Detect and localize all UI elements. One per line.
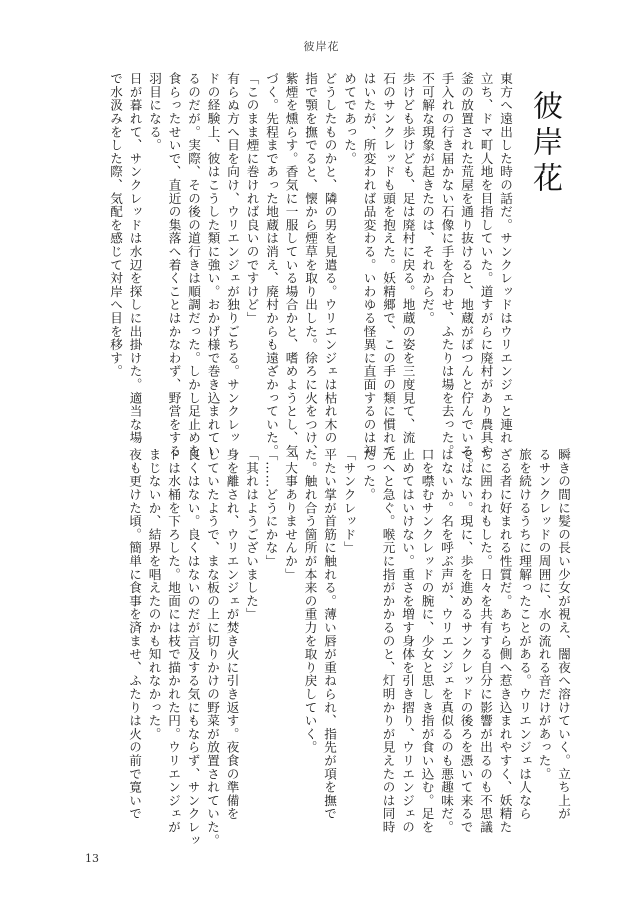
text-line: 食らったせいで、直近の集落へ着くことはかなわず、野営をする (166, 72, 182, 458)
text-line: るのだが。実際、その後の道行きは順調だった。しかし足止めを (186, 72, 201, 458)
text-line: 日が暮れて、サンクレッドは水辺を探しに出掛けた。適当な場 (127, 72, 143, 445)
text-line: 「サンクレッド」 (341, 448, 357, 555)
page-number: 13 (85, 852, 99, 865)
lower-text-block (125, 448, 574, 847)
text-line: 歩けども歩けども、足は廃村に戻る。地蔵の姿を三度見て、流 (400, 72, 416, 445)
upper-text-block (106, 72, 516, 471)
text-line: ちに囲われもした。日々を共有する自分に影響が出るのも不思議 (478, 448, 493, 834)
text-line: 有らぬ方へ目を向け、ウリエンジェが独りごちる。サンクレッ (225, 72, 240, 445)
text-line: ではない。現に、歩を進めるサンクレッドの後ろを憑いて来るで (458, 448, 474, 834)
text-line: 手入れの行き届かない石像に手を合わせ、ふたりは場を去った。 (439, 72, 455, 458)
text-line: ドの経験上、彼はこうした類に強い。おかげ様で巻き込まれてい (205, 72, 221, 458)
text-line: だった。 (361, 448, 376, 502)
running-header: 彼岸花 (303, 40, 340, 53)
text-line: 東方へ遠出した時の話だ。サンクレッドはウリエンジェと連れ (498, 72, 513, 445)
text-line: 指で顎を撫でると、懐から煙草を取り出した。徐ろに火をつけ、 (303, 72, 318, 458)
text-line: めてであった。 (342, 72, 357, 166)
text-line: 口を噤むサンクレッドの腕に、少女と思しき指が食い込む。足を (419, 448, 435, 834)
text-line: 釜の放置された荒屋を通り抜けると、地蔵がぽつんと佇んでいる。 (459, 72, 474, 471)
text-line: づく。先程まであった地蔵は消え、廃村からも遠ざかっていた。 (264, 72, 279, 458)
text-line: 不可解な現象が起きたのは、それからだ。 (420, 72, 435, 325)
text-line: はいたが、所変われば品変わる。いわゆる怪異に直面するのは初 (361, 72, 377, 458)
text-line: 良くはない。良くはないのだが言及する気にもならず、サンクレッ (185, 448, 201, 847)
text-line: 元へと急ぐ。喉元に指がかかるのと、灯明かりが見えたのは同時 (380, 448, 396, 834)
text-line: 止めてはいけない。重さを増す身体を引き摺り、ウリエンジェの (400, 448, 415, 834)
text-line: 平たい掌が首筋に触れる。薄い唇が重ねられ、指先が項を撫で (322, 448, 337, 821)
text-line: るサンクレッドの周囲に、水の流れる音だけがあった。 (536, 448, 552, 781)
text-line: 身を離され、ウリエンジェが焚き火に引き返す。夜食の準備を (224, 448, 240, 821)
text-line: 夜も更けた頃。簡単に食事を済ませ、ふたりは火の前で寛いで (127, 448, 142, 821)
text-line: ドは水桶を下ろした。地面には枝で描かれた円。ウリエンジェが (166, 448, 181, 834)
text-line: 「……どうにかな」 (263, 448, 279, 568)
text-line: はないか。名を呼ぶ声が、ウリエンジェを真似るのも悪趣味だ。 (439, 448, 454, 834)
text-line: 瞬きの間に髪の長い少女が視え、闇夜へ溶けていく。立ち上が (556, 448, 571, 821)
text-line: 「其れはようございました」 (244, 448, 259, 621)
text-line: た。触れ合う箇所が本来の重力を取り戻していく。 (302, 448, 318, 754)
text-line: 紫煙を燻らす。香気に一服している場合かと、嗜めようとし、気 (283, 72, 299, 458)
text-line: で水汲みをした際、気配を感じて対岸へ目を移す。 (108, 72, 123, 378)
text-line: まじないか、結界を唱えたのかも知れなかった。 (146, 448, 162, 741)
text-line: していたようで、まな板の上に切りかけの野菜が放置されていた。 (205, 448, 220, 847)
text-line: 立ち、ドマ町人地を目指していた。道すがらに廃村があり農具や (478, 72, 494, 458)
text-line: 「大事ありませんか」 (283, 448, 298, 581)
text-line: ざる者に好まれる性質だ。あちら側へ惹き込まれやすく、妖精た (497, 448, 513, 834)
chapter-title: 彼岸花 (527, 90, 562, 198)
text-line: 石のサンクレッドも頭を抱えた。妖精郷で、この手の類に慣れて (381, 72, 396, 458)
text-line: 旅を続けるうちに理解ったことがある。ウリエンジェは人なら (517, 448, 532, 821)
text-line: 羽目になる。 (147, 72, 162, 152)
text-line: どうしたものかと、隣の男を見遣る。ウリエンジェは枯れ木の (322, 72, 338, 445)
text-line: 「このまま煙に巻ければ良いのですけど」 (244, 72, 260, 325)
